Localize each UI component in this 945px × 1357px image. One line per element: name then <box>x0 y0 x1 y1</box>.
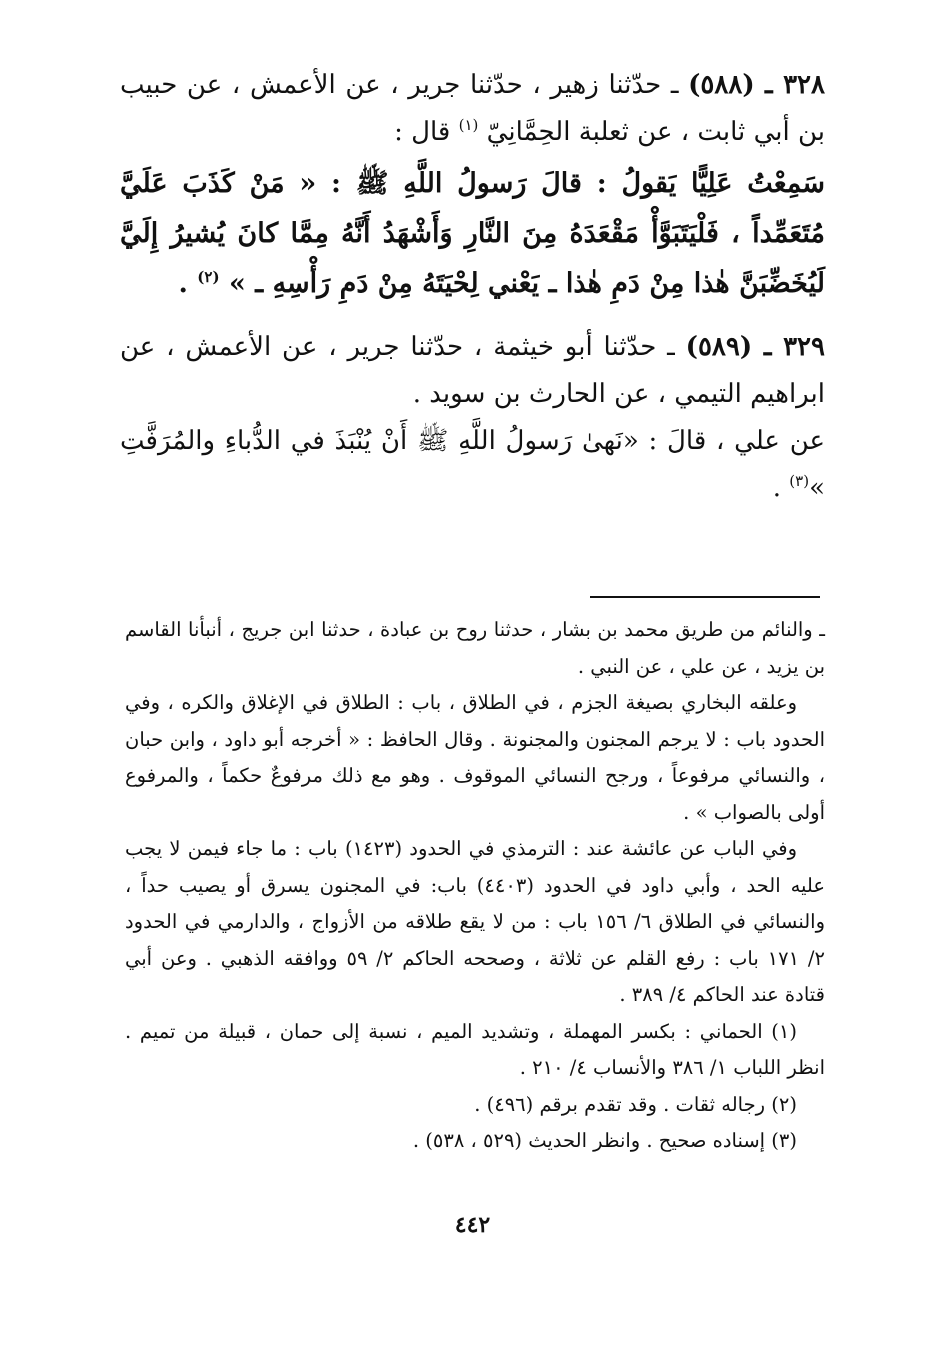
hadith-329-matn: عن علي ، قالَ : «نَهىٰ رَسولُ اللَّهِ ﷺ أَنْ يُنْبَذَ في الدُّباءِ والمُرَفَّتِ » <box>120 426 825 503</box>
footnote-1: (١) الحماني : بكسر المهملة ، وتشديد الميم ، نسبة إلى حمان ، قبيلة من تميم . انظر اللباب ١/ ٣٨٦ والأنساب ٤/ ٢١٠ . <box>125 1019 825 1079</box>
hadith-329-isnad-text: ـ حدّثنا أبو خيثمة ، حدّثنا جرير ، عن الأعمش ، عن ابراهيم التيمي ، عن الحارث بن سويد . <box>120 332 825 409</box>
main-text <box>120 62 825 515</box>
footnote-ref-2: (٢) <box>197 268 220 286</box>
hadith-329-matn-paragraph <box>120 418 825 515</box>
footnotes <box>125 612 825 1160</box>
hadith-328-isnad-line2: عن حبيب بن أبي ثابت ، عن ثعلبة الحِمَّانِيّ <box>120 70 825 147</box>
footnote-divider <box>590 596 820 598</box>
footnote-3: (٣) إسناده صحيح . وانظر الحديث (٥٢٩ ، ٥٣٨) . <box>412 1129 797 1152</box>
hadith-329 <box>120 324 825 515</box>
footnote-ref-1: (١) <box>458 116 479 134</box>
footnote-aisha: وفي الباب عن عائشة عند : الترمذي في الحدود (١٤٢٣) باب : ما جاء فيمن لا يجب عليه الحد ، وأبي داود في الحدود (٤٤٠٣) باب: في المجنون يسرق أو يصيب حداً ، والنسائي في الطلاق ٦/ ١٥٦ باب : من لا يقع طلاقه من الأزواج ، والدارمي في الحدود ٢/ ١٧١ باب : رفع القلم عن ثلاثة ، وصححه الحاكم ٢/ ٥٩ ووافقه الذهبي . وعن أبي قتادة عند الحاكم ٤/ ٣٨٩ . <box>125 837 825 1006</box>
hadith-328-matn-end: . <box>178 268 198 299</box>
hadith-328 <box>120 62 825 312</box>
hadith-328-isnad-end: قال : <box>394 117 459 147</box>
footnote-2: (٢) رجاله ثقات . وقد تقدم برقم (٤٩٦) . <box>474 1092 797 1116</box>
hadith-329-isnad <box>120 324 825 418</box>
hadith-329-number: ٣٢٩ ـ (٥٨٩) <box>685 332 825 362</box>
footnote-continuation: ـ والنائم من طريق محمد بن بشار ، حدثنا روح بن عبادة ، حدثنا ابن جريج ، أنبأنا القاسم بن يزيد ، عن علي ، عن النبي . <box>125 618 825 678</box>
hadith-328-isnad <box>120 62 825 159</box>
page-number: ٤٤٢ <box>454 1212 491 1238</box>
footnote-ref-3: (٣) <box>789 472 810 490</box>
hadith-328-isnad-line1: ـ حدّثنا زهير ، حدّثنا جرير ، عن الأعمش ، <box>231 70 689 100</box>
footnote-bukhari: وعلقه البخاري بصيغة الجزم ، في الطلاق ، باب : الطلاق في الإغلاق والكره ، وفي الحدود باب : لا يرجم المجنون والمجنونة . وقال الحافظ : « أخرجه أبو داود ، وابن حبان ، والنسائي مرفوعاً ، ورجح النسائي الموقوف . وهو مع ذلك مرفوعٌ حكماً ، والمرفوع أولى بالصواب » . <box>125 691 825 824</box>
hadith-329-matn-end: . <box>772 473 790 503</box>
hadith-328-matn-paragraph <box>120 159 825 312</box>
hadith-328-number: ٣٢٨ ـ (٥٨٨) <box>688 70 825 100</box>
hadith-328-matn: سَمِعْتُ عَلِيًّا يَقولُ : قالَ رَسولُ اللَّهِ ﷺ : « مَنْ كَذَبَ عَلَيَّ مُتَعَمِّداً ، فَلْيَتَبَوَّأْ مَقْعَدَهُ مِنَ النَّارِ وَأَشْهَدُ أَنَّهُ مِمَّا كانَ يُشيرُ إِلَيَّ لَيُخَضِّبَنَّ هٰذا مِنْ دَمِ هٰذا ـ يَعْني لِحْيَتَهُ مِنْ دَمِ رَأْسِهِ ـ » <box>120 168 825 299</box>
